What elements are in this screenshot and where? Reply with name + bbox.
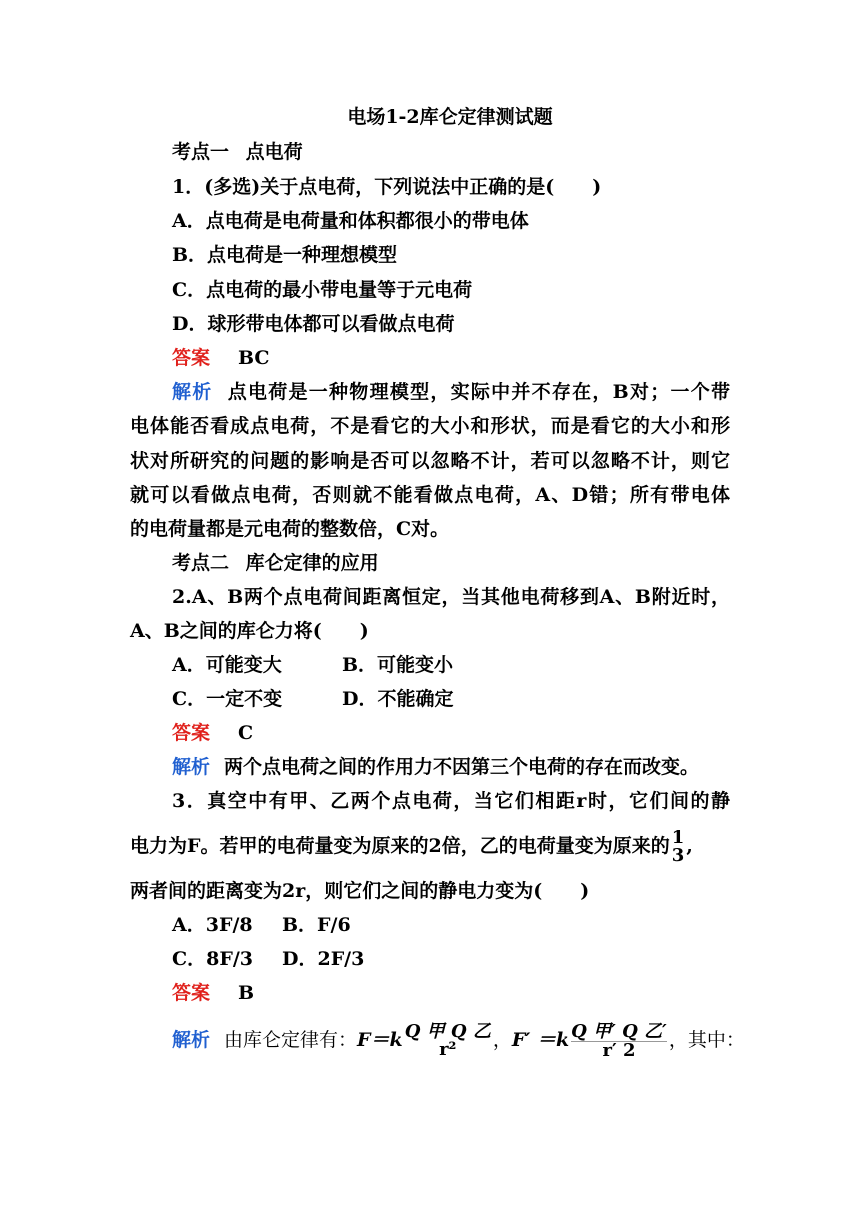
question-2-option-d: D．不能确定 [342,688,454,710]
stem-text: 电力为F。若甲的电荷量变为原来的2倍，乙的电荷量变为原来的 [130,835,670,857]
answer-label: 答案 [172,722,211,744]
formula-1-denominator: r² [439,1039,457,1060]
question-2-option-c: C．一定不变 [172,688,283,710]
question-3-option-a: A．3F/8 [172,914,253,936]
section-heading-2 [172,548,379,578]
stem-comma: , [686,835,693,857]
question-1-option-d: D．球形带电体都可以看做点电荷 [172,313,455,335]
question-2-stem-line-1: 2.A、B两个点电荷间距离恒定，当其他电荷移到A、B附近时， [172,586,730,608]
section-name: 点电荷 [245,141,303,163]
answer-label: 答案 [172,982,211,1004]
answer-value: BC [238,347,270,369]
question-1-analysis-line-1 [172,377,730,407]
question-3-option-b: B．F/6 [282,914,351,936]
formula-1-numerator: Q 甲 Q 乙 [404,1021,491,1042]
section-label: 考点二 [172,552,230,574]
fraction-numerator: 1 [671,827,685,848]
question-2-option-a: A．可能变大 [172,654,282,676]
question-2-answer [172,718,253,748]
formula-1-lhs: F＝k [357,1029,403,1051]
analysis-prefix: 由库仑定律有： [224,1029,358,1051]
analysis-label: 解析 [172,1029,211,1051]
question-3-stem-line-3: 两者间的距离变为2r，则它们之间的静电力变为( ) [130,880,590,902]
answer-value: B [238,982,255,1004]
question-2-analysis [172,752,699,782]
fraction-denominator: 3 [671,845,685,866]
question-2-option-b: B．可能变小 [342,654,454,676]
section-label: 考点一 [172,141,230,163]
fraction-one-third [672,829,685,865]
section-heading-1 [172,137,303,167]
question-1-answer [172,343,270,373]
formula-2-lhs: F′ ＝k [511,1029,570,1051]
formula-comma: ， [492,1029,512,1051]
question-3-stem-line-1: 3．真空中有甲、乙两个点电荷，当它们相距r时，它们间的静 [172,790,730,812]
formula-2-fraction [571,1020,667,1061]
question-2-stem-line-2: A、B之间的库仑力将( ) [130,620,369,642]
question-3-analysis [172,1020,745,1060]
analysis-text: 两个点电荷之间的作用力不因第三个电荷的存在而改变。 [224,756,700,778]
question-3-answer [172,978,254,1008]
question-1-analysis-line-2: 电体能否看成点电荷，不是看它的大小和形状，而是看它的大小和形 [130,415,730,437]
answer-label: 答案 [172,347,211,369]
question-1-analysis-line-3: 状对所研究的问题的影响是否可以忽略不计，若可以忽略不计，则它 [130,450,730,472]
formula-1-fraction [405,1023,491,1059]
question-3-option-d: D．2F/3 [282,948,365,970]
analysis-suffix: ，其中： [668,1029,745,1051]
question-1-option-b: B．点电荷是一种理想模型 [172,244,398,266]
question-1-option-c: C．点电荷的最小带电量等于元电荷 [172,279,473,301]
section-name: 库仑定律的应用 [245,552,379,574]
analysis-text: 点电荷是一种物理模型，实际中并不存在，B对；一个带 [226,381,730,403]
answer-value: C [238,722,254,744]
question-1-option-a: A．点电荷是电荷量和体积都很小的带电体 [172,210,529,232]
question-3-stem-line-2 [130,826,693,866]
question-1-stem: 1．(多选)关于点电荷，下列说法中正确的是( ) [172,176,602,198]
question-1-analysis-line-5: 的电荷量都是元电荷的整数倍，C对。 [130,518,450,540]
question-1-analysis-line-4: 就可以看做点电荷，否则就不能看做点电荷，A、D错；所有带电体 [130,484,730,506]
analysis-label: 解析 [172,381,213,403]
formula-2-numerator: Q 甲′ Q 乙′ [571,1020,667,1042]
formula-2-denominator: r′ 2 [571,1041,667,1060]
question-3-option-c: C．8F/3 [172,948,253,970]
page-title: 电场1-2库仑定律测试题 [347,106,553,128]
analysis-label: 解析 [172,756,211,778]
